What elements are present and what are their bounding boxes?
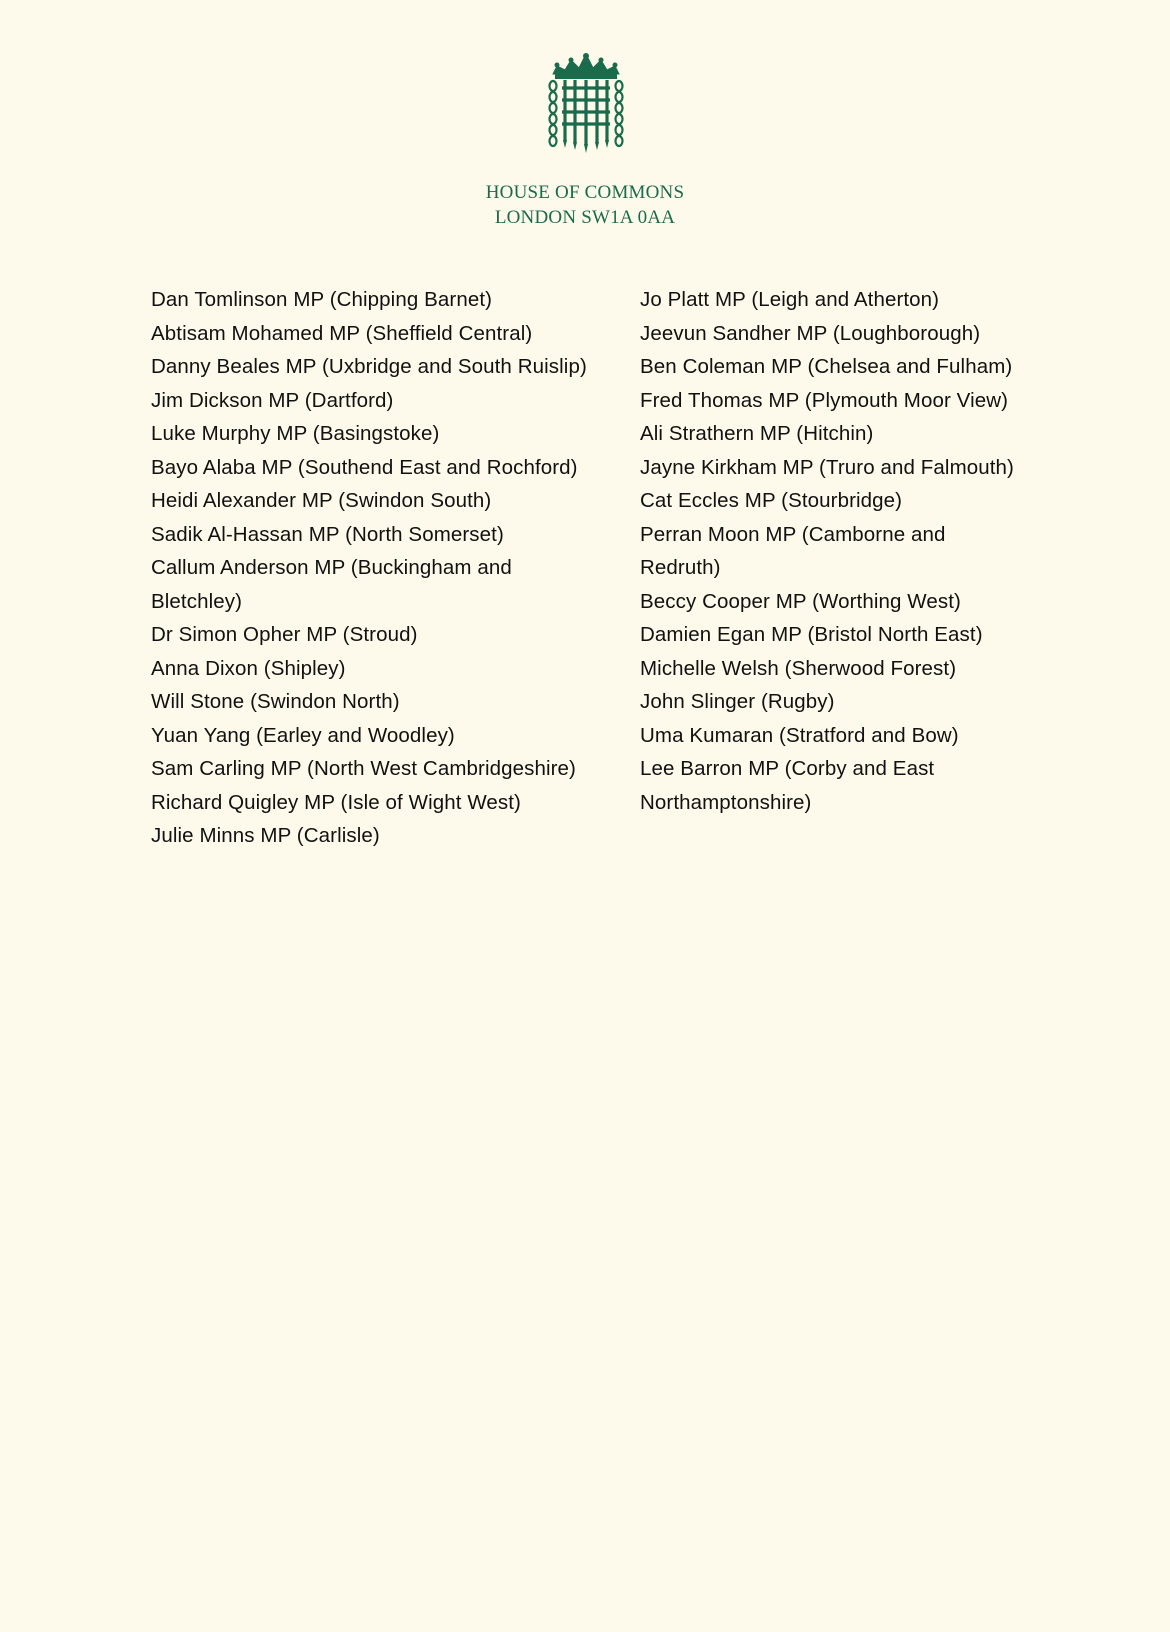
signatory-line: Damien Egan MP (Bristol North East) [640, 623, 983, 646]
signatory-line: Bayo Alaba MP (Southend East and Rochford) [151, 455, 578, 479]
signatory-line: Abtisam Mohamed MP (Sheffield Central) [151, 321, 533, 345]
signatory-column-right [640, 283, 1060, 819]
letterhead-title: HOUSE OF COMMONS [485, 182, 685, 203]
signatory-line: Jeevun Sandher MP (Loughborough) [640, 321, 981, 345]
signatory-line: Jim Dickson MP (Dartford) [151, 388, 394, 412]
letterhead-address: LONDON SW1A 0AA [494, 207, 676, 228]
signatory-line: Ben Coleman MP (Chelsea and Fulham) [640, 355, 1013, 378]
signatory-line: Dan Tomlinson MP (Chipping Barnet) [151, 288, 493, 311]
portcullis-emblem-icon [545, 52, 627, 154]
signatory-line: Northamptonshire) [640, 790, 812, 814]
signatory-line: Bletchley) [151, 589, 243, 613]
signatory-line: Danny Beales MP (Uxbridge and South Ruislip) [151, 355, 587, 378]
signatory-column-left [151, 283, 621, 853]
signatory-line: Richard Quigley MP (Isle of Wight West) [151, 790, 521, 814]
signatory-line: Anna Dixon (Shipley) [151, 656, 346, 680]
signatory-line: Perran Moon MP (Camborne and [640, 522, 946, 546]
signatory-line: Jayne Kirkham MP (Truro and Falmouth) [640, 455, 1014, 479]
signatory-line: Lee Barron MP (Corby and East [640, 757, 935, 780]
signatory-line: Ali Strathern MP (Hitchin) [640, 422, 874, 445]
letterhead [0, 0, 1170, 240]
signatory-line: Beccy Cooper MP (Worthing West) [640, 589, 961, 613]
signatory-line: Heidi Alexander MP (Swindon South) [151, 489, 492, 512]
signatory-line: Will Stone (Swindon North) [151, 690, 400, 713]
signatory-line: Redruth) [640, 556, 721, 579]
signatory-line: Cat Eccles MP (Stourbridge) [640, 489, 903, 512]
signatory-line: Callum Anderson MP (Buckingham and [151, 556, 512, 579]
signatory-line: Sadik Al-Hassan MP (North Somerset) [151, 522, 504, 546]
signatory-line: Yuan Yang (Earley and Woodley) [151, 723, 455, 747]
signatory-line: John Slinger (Rugby) [640, 690, 835, 713]
signatory-line: Fred Thomas MP (Plymouth Moor View) [640, 388, 1009, 412]
signatory-line: Luke Murphy MP (Basingstoke) [151, 422, 440, 445]
signatory-line: Michelle Welsh (Sherwood Forest) [640, 656, 957, 680]
signatory-line: Sam Carling MP (North West Cambridgeshire) [151, 757, 576, 780]
signatory-line: Jo Platt MP (Leigh and Atherton) [640, 288, 940, 311]
signatory-line: Julie Minns MP (Carlisle) [151, 824, 380, 847]
signatory-line: Uma Kumaran (Stratford and Bow) [640, 723, 959, 747]
signatory-line: Dr Simon Opher MP (Stroud) [151, 623, 418, 646]
